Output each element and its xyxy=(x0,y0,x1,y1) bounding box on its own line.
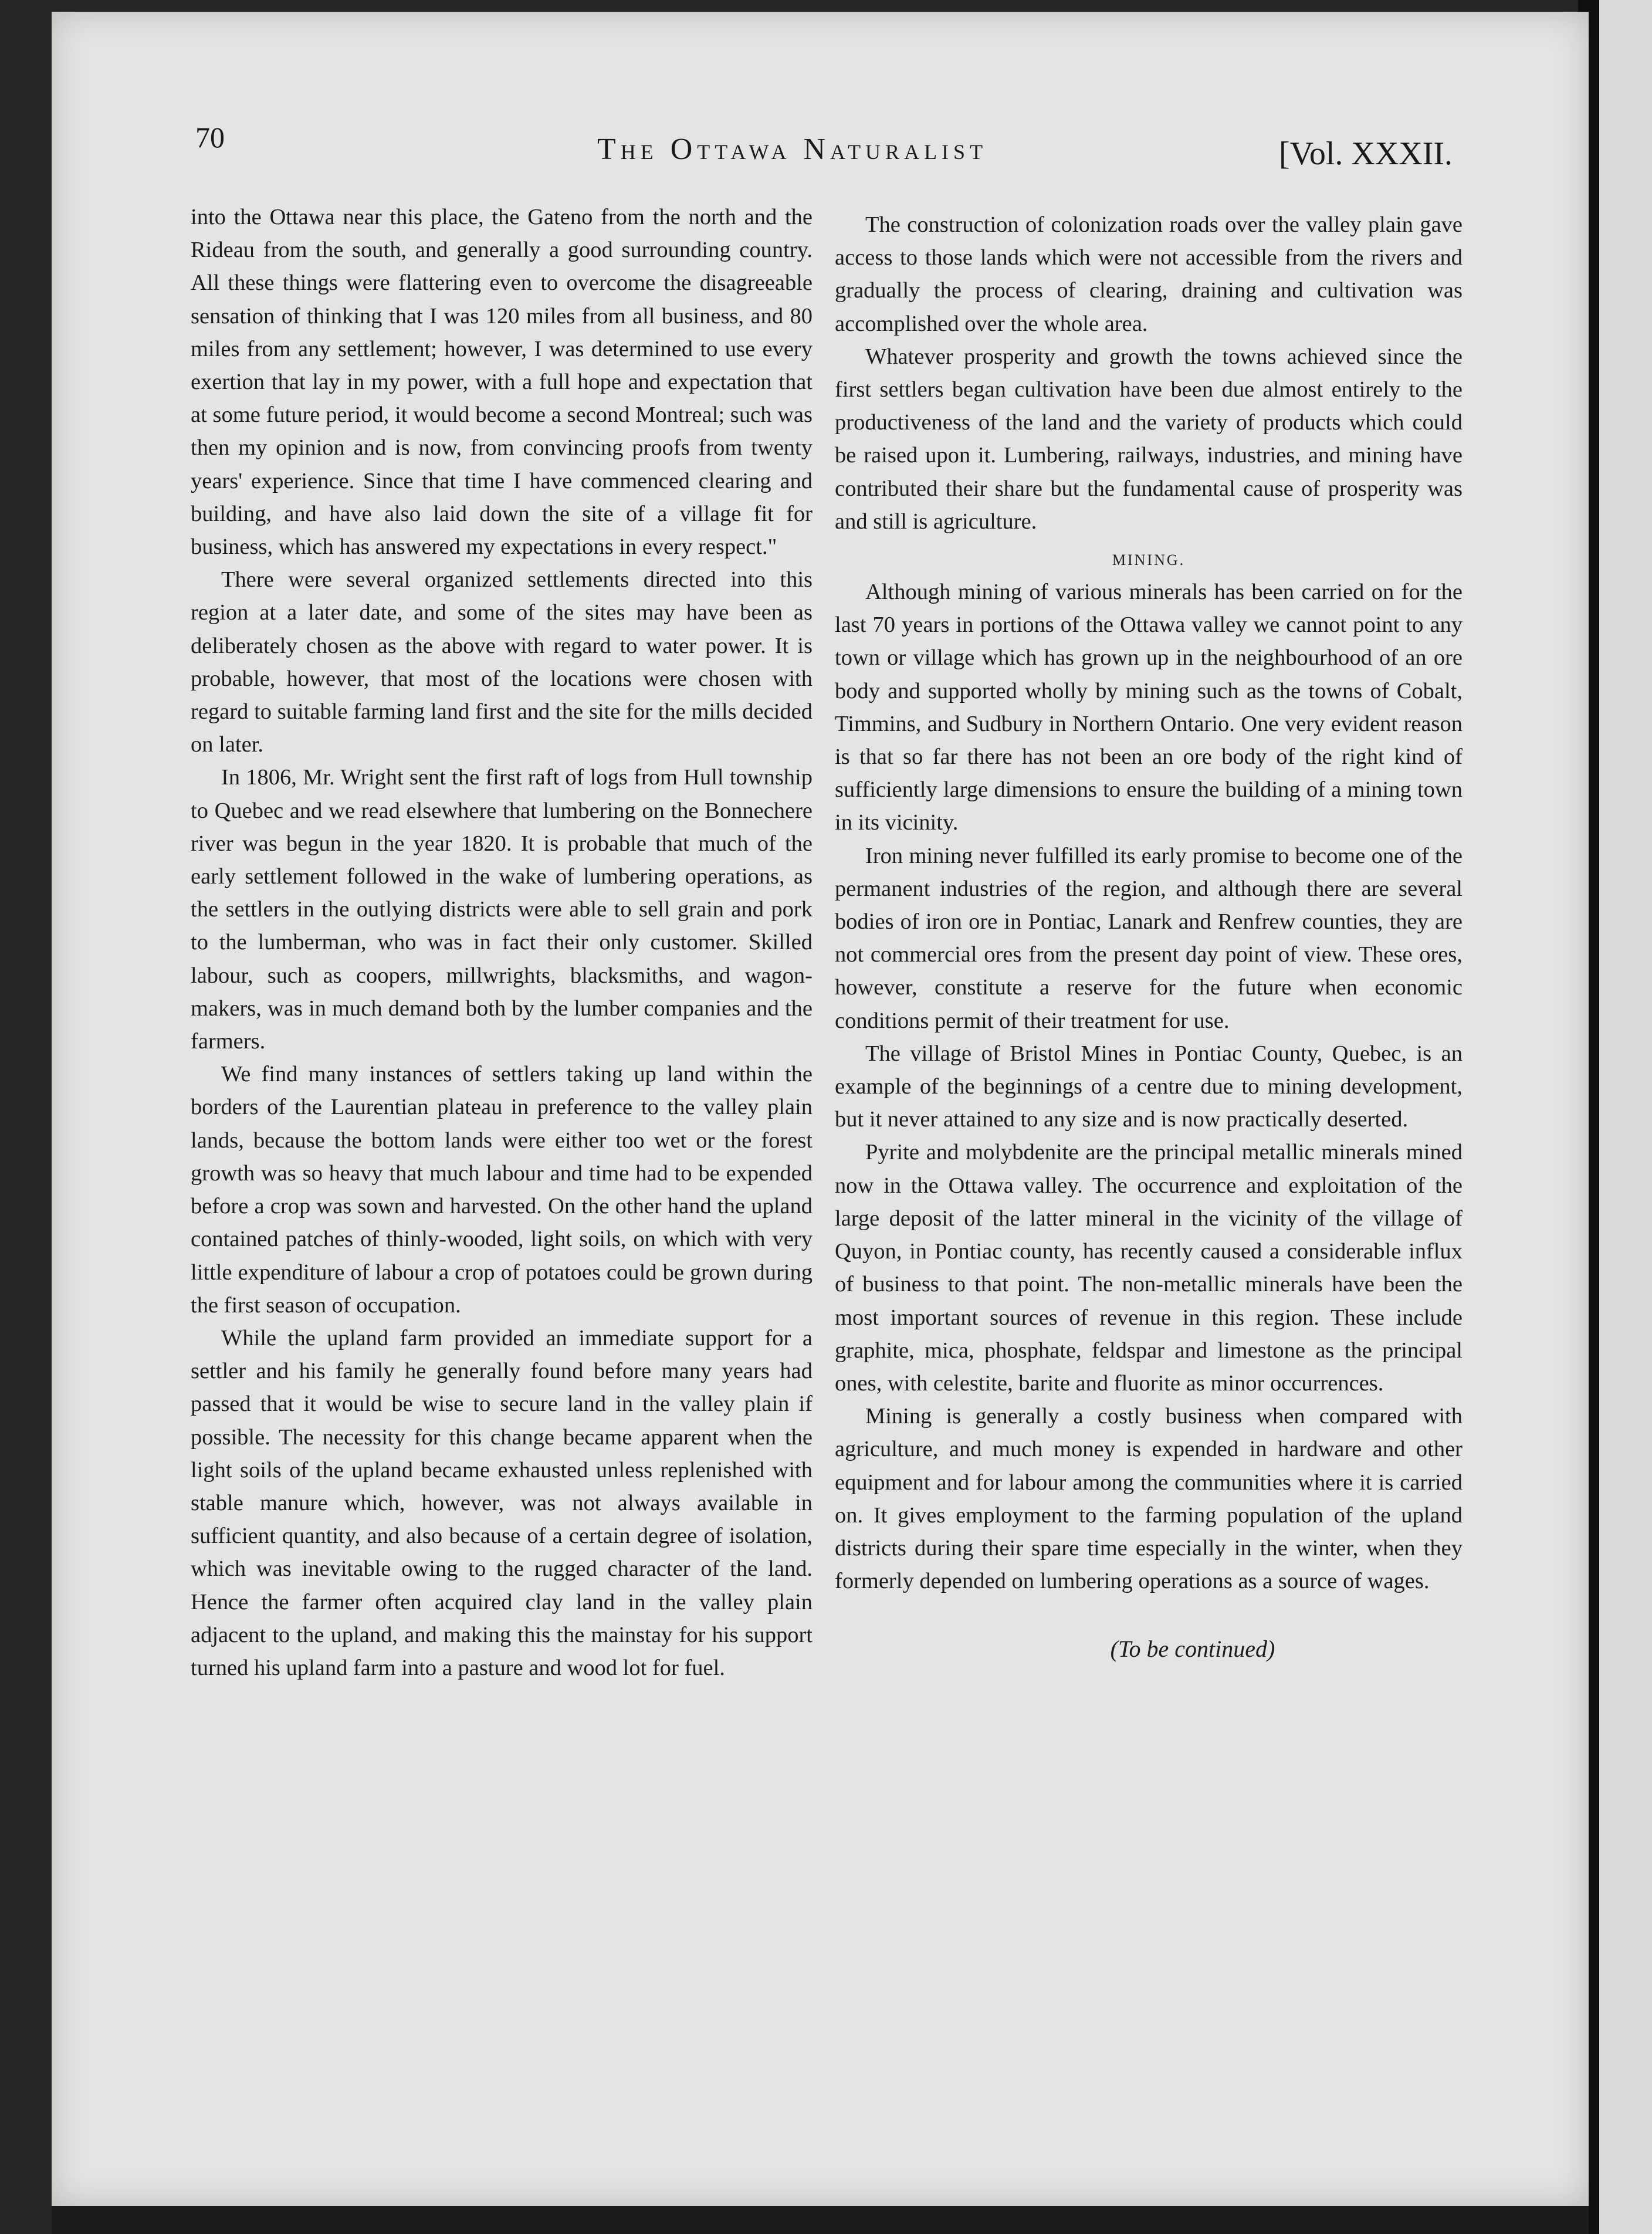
paragraph: There were several organized settlements directed into this region at a later date, and some of the sites may have been as deliberately chosen as the above with regard to water power. It is probable, however, that most of the locations were chosen with regard to suitable farming land first and the site for the mills decided on later. xyxy=(191,567,813,757)
paragraph: Pyrite and molybdenite are the principal metallic minerals mined now in the Ottawa valley. The occurrence and exploitation of the large deposit of the latter mineral in the vicinity of the village of Quyon, in Pontiac county, has recently caused a considerable influx of business to that point. The non-metallic minerals have been the most important sources of revenue in this region. These include graphite, mica, phosphate, feldspar and limestone as the principal ones, with celestite, barite and fluorite as minor occurrences. xyxy=(835,1140,1463,1396)
facing-page-edge xyxy=(1599,0,1652,2234)
continued-note: (To be continued) xyxy=(1110,1636,1275,1663)
paragraph: Although mining of various minerals has been carried on for the last 70 years in portions of the Ottawa valley we cannot point to any town or village which has grown up in the neighbourhood of an ore body and supported wholly by mining such as the towns of Cobalt, Timmins, and Sudbury in Northern Ontario. One very evident reason is that so far there has not been an ore body of the right kind of sufficiently large dimensions to ensure the building of a mining town in its vicinity. xyxy=(835,580,1463,835)
journal-page xyxy=(52,12,1589,2206)
paragraph: into the Ottawa near this place, the Gateno from the north and the Rideau from the south, and generally a good surrounding country. All these things were flattering even to overcome the disagreeable sensation of thinking that I was 120 miles from all business, and 80 miles from any settlement; however, I was determined to use every exertion that lay in my power, with a full hope and expectation that at some future period, it would become a second Montreal; such was then my opinion and is now, from convincing proofs from twenty years' experience. Since that time I have commenced clearing and building, and have also laid down the site of a village fit for business, which has answered my expectations in every respect." xyxy=(191,205,813,560)
section-heading-mining: MINING. xyxy=(1112,551,1186,569)
right-column xyxy=(835,208,1463,1666)
paragraph: The construction of colonization roads over the valley plain gave access to those lands which were not accessible from the rivers and gradually the process of clearing, draining and cultivation was accomplished over the whole area. xyxy=(835,212,1463,336)
running-title: The Ottawa Naturalist xyxy=(597,133,988,166)
paragraph: In 1806, Mr. Wright sent the first raft of logs from Hull township to Quebec and we read elsewhere that lumbering on the Bonnechere river was begun in the year 1820. It is probable that much of the early settlement followed in the wake of lumbering operations, as the settlers in the outlying districts were able to sell grain and pork to the lumberman, who was in fact their only customer. Skilled labour, such as coopers, millwrights, blacksmiths, and wagon-makers, was in much demand both by the lumber companies and the farmers. xyxy=(191,765,813,1054)
page-number: 70 xyxy=(195,121,225,154)
paragraph: Whatever prosperity and growth the towns achieved since the first settlers began cultivation have been due almost entirely to the productiveness of the land and the variety of products which could be raised upon it. Lumbering, railways, industries, and mining have contributed their share but the fundamental cause of prosperity was and still is agriculture. xyxy=(835,344,1463,534)
paragraph: We find many instances of settlers taking up land within the borders of the Laurentian plateau in preference to the valley plain lands, because the bottom lands were either too wet or the forest growth was so heavy that much labour and time had to be expended before a crop was sown and harvested. On the other hand the upland contained patches of thinly-wooded, light soils, on which with very little expenditure of labour a crop of potatoes could be grown during the first season of occupation. xyxy=(191,1062,813,1318)
paragraph: While the upland farm provided an immediate support for a settler and his family he generally found before many years had passed that it would be wise to secure land in the valley plain if possible. The necessity for this change became apparent when the light soils of the upland became exhausted unless replenished with stable manure which, however, was not always available in sufficient quantity, and also because of a certain degree of isolation, which was inevitable owing to the rugged character of the land. Hence the farmer often acquired clay land in the valley plain adjacent to the upland, and making this the mainstay for his support turned his upland farm into a pasture and wood lot for fuel. xyxy=(191,1325,813,1680)
paragraph: The village of Bristol Mines in Pontiac County, Quebec, is an example of the beginnings of a centre due to mining development, but it never attained to any size and is now practically deserted. xyxy=(835,1041,1463,1132)
page-header xyxy=(52,12,1589,188)
left-column xyxy=(191,201,813,1684)
paragraph: Mining is generally a costly business when compared with agriculture, and much money is expended in hardware and other equipment and for labour among the communities where it is carried on. It gives employment to the farming population of the upland districts during their spare time especially in the winter, when they formerly depended on lumbering operations as a source of wages. xyxy=(835,1404,1463,1594)
page-bottom-shadow xyxy=(52,2206,1589,2234)
volume-label: [Vol. XXXII. xyxy=(1279,136,1453,172)
paragraph: Iron mining never fulfilled its early promise to become one of the permanent industries of the region, and although there are several bodies of iron ore in Pontiac, Lanark and Renfrew counties, they are not commercial ores from the present day point of view. These ores, however, constitute a reserve for the future when economic conditions permit of their treatment for use. xyxy=(835,843,1463,1033)
